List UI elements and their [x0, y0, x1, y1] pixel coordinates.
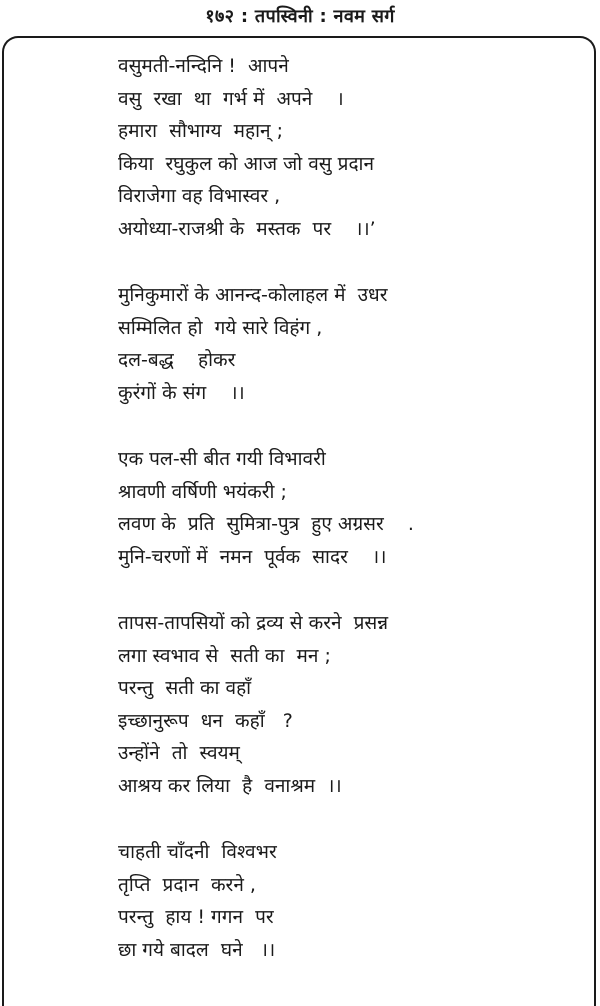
- verse-line: किया रघुकुल को आज जो वसु प्रदान: [118, 152, 375, 175]
- stanza: [118, 443, 588, 573]
- verse-line: अयोध्या-राजश्री के मस्तक पर ।।’: [118, 217, 376, 240]
- verse-line: वसु रखा था गर्भ में अपने ।: [118, 87, 344, 110]
- verse-line: उन्होंने तो स्वयम्: [118, 742, 240, 764]
- verse-line: श्रावणी वर्षिणी भयंकरी ;: [118, 480, 287, 503]
- verse-line: विराजेगा वह विभास्वर ,: [118, 185, 281, 207]
- poem-body: [118, 50, 588, 1000]
- stanza: [118, 607, 588, 802]
- verse-line: मुनिकुमारों के आनन्द-कोलाहल में उधर: [118, 284, 388, 306]
- verse-line: परन्तु हाय ! गगन पर: [118, 906, 274, 928]
- verse-line: छा गये बादल घने ।।: [118, 938, 276, 961]
- verse-line: तापस-तापसियों को द्रव्य से करने प्रसन्न: [118, 612, 389, 634]
- verse-line: इच्छानुरूप धन कहाँ ?: [118, 709, 293, 732]
- verse-line: कुरंगों के संग ।।: [118, 381, 245, 404]
- verse-line: तृप्ति प्रदान करने ,: [118, 873, 256, 896]
- stanza: [118, 50, 588, 245]
- running-head: १७२ : तपस्विनी : नवम सर्ग: [205, 6, 395, 27]
- verse-line: आश्रय कर लिया है वनाश्रम ।।: [118, 774, 342, 797]
- verse-line: सम्मिलित हो गये सारे विहंग ,: [118, 316, 323, 339]
- verse-line: मुनि-चरणों में नमन पूर्वक सादर ।।: [118, 545, 387, 568]
- verse-line: परन्तु सती का वहाँ: [118, 677, 252, 699]
- stanza: [118, 836, 588, 966]
- verse-line: हमारा सौभाग्य महान् ;: [118, 120, 283, 142]
- page-header: [0, 4, 600, 34]
- verse-line: लगा स्वभाव से सती का मन ;: [118, 644, 331, 667]
- verse-line: वसुमती-नन्दिनि ! आपने: [118, 55, 289, 77]
- verse-line: दल-बद्ध होकर: [118, 349, 236, 371]
- verse-line: लवण के प्रति सुमित्रा-पुत्र हुए अग्रसर .: [118, 513, 414, 535]
- stanza: [118, 279, 588, 409]
- verse-line: चाहती चाँदनी विश्वभर: [118, 841, 277, 863]
- verse-line: एक पल-सी बीत गयी विभावरी: [118, 448, 326, 470]
